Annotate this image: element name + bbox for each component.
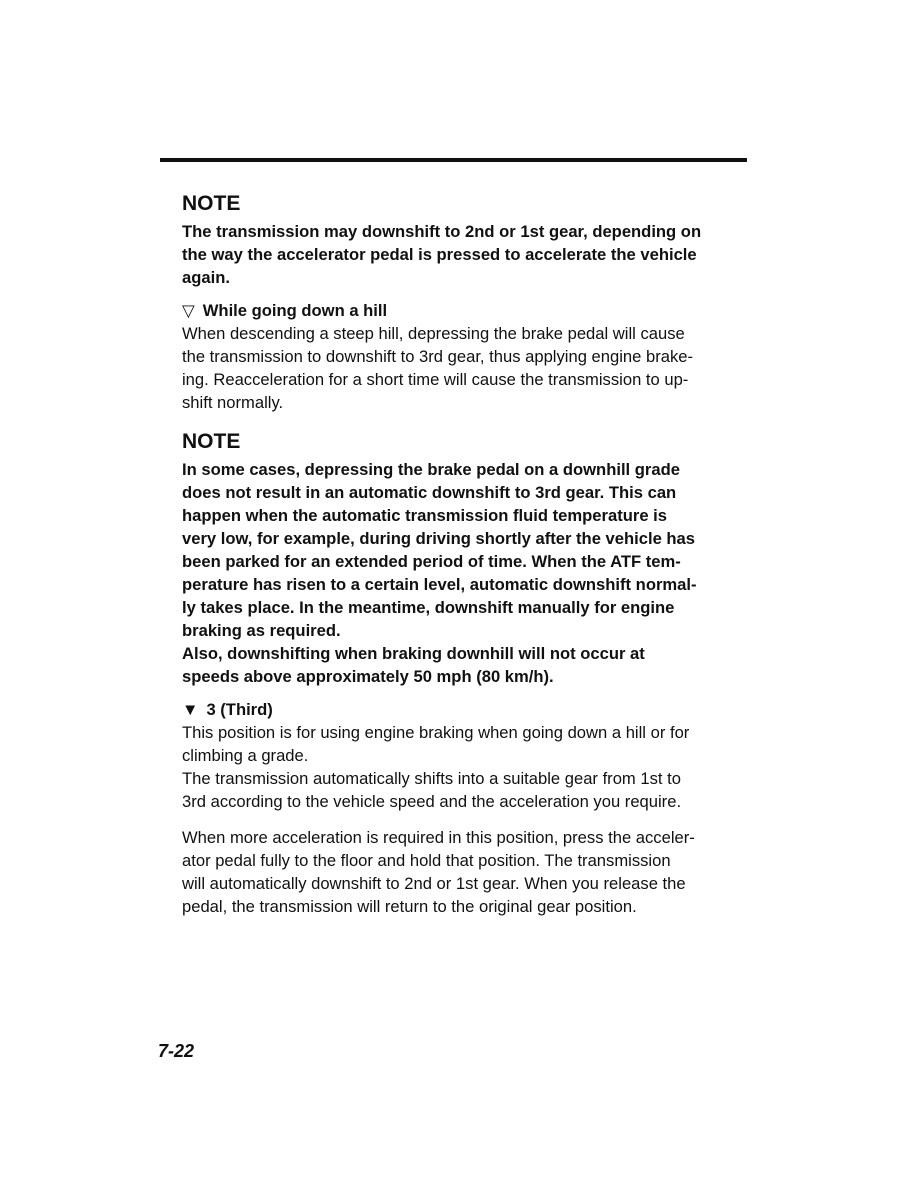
text-line: When descending a steep hill, depressing the brake pedal will cause bbox=[182, 324, 685, 343]
outline-down-triangle-icon: ▽ bbox=[182, 301, 195, 320]
note-line: In some cases, depressing the brake pedal on a downhill grade bbox=[182, 460, 680, 479]
note-line: speeds above approximately 50 mph (80 km/h). bbox=[182, 667, 554, 686]
note-line: braking as required. bbox=[182, 621, 341, 640]
page-content bbox=[182, 188, 719, 918]
page-number: 7-22 bbox=[158, 1041, 195, 1061]
section-text bbox=[182, 322, 719, 414]
text-line: This position is for using engine braking when going down a hill or for bbox=[182, 723, 690, 742]
note-line: perature has risen to a certain level, automatic downshift normal- bbox=[182, 575, 697, 594]
note-line: the way the accelerator pedal is pressed to accelerate the vehicle bbox=[182, 245, 697, 264]
note-text bbox=[182, 458, 719, 688]
text-line: shift normally. bbox=[182, 393, 284, 412]
text-line: climbing a grade. bbox=[182, 746, 309, 765]
section-heading-downhill bbox=[182, 299, 719, 322]
note-line: does not result in an automatic downshift to 3rd gear. This can bbox=[182, 483, 677, 502]
note-line: The transmission may downshift to 2nd or 1st gear, depending on bbox=[182, 222, 702, 241]
section-text bbox=[182, 721, 719, 813]
text-line: ing. Reacceleration for a short time will cause the transmission to up- bbox=[182, 370, 689, 389]
note-heading: NOTE bbox=[182, 192, 241, 215]
note-heading: NOTE bbox=[182, 430, 241, 453]
top-rule bbox=[160, 158, 747, 162]
note-line: again. bbox=[182, 268, 230, 287]
text-line: the transmission to downshift to 3rd gear, thus applying engine brake- bbox=[182, 347, 694, 366]
note-line: very low, for example, during driving shortly after the vehicle has bbox=[182, 529, 696, 548]
section-text bbox=[182, 826, 719, 918]
section-heading-third bbox=[182, 698, 719, 721]
text-line: will automatically downshift to 2nd or 1st gear. When you release the bbox=[182, 874, 686, 893]
text-line: The transmission automatically shifts into a suitable gear from 1st to bbox=[182, 769, 681, 788]
note-line: ly takes place. In the meantime, downshift manually for engine bbox=[182, 598, 675, 617]
text-line: 3rd according to the vehicle speed and the acceleration you require. bbox=[182, 792, 682, 811]
text-line: When more acceleration is required in this position, press the acceler- bbox=[182, 828, 695, 847]
section-title: While going down a hill bbox=[202, 301, 388, 320]
filled-down-triangle-icon: ▼ bbox=[182, 700, 199, 719]
section-title: 3 (Third) bbox=[206, 700, 273, 719]
note-line: been parked for an extended period of time. When the ATF tem- bbox=[182, 552, 681, 571]
note-text bbox=[182, 220, 719, 289]
text-line: ator pedal fully to the floor and hold that position. The transmission bbox=[182, 851, 671, 870]
note-line: happen when the automatic transmission fluid temperature is bbox=[182, 506, 667, 525]
text-line: pedal, the transmission will return to the original gear position. bbox=[182, 897, 637, 916]
note-line: Also, downshifting when braking downhill will not occur at bbox=[182, 644, 645, 663]
